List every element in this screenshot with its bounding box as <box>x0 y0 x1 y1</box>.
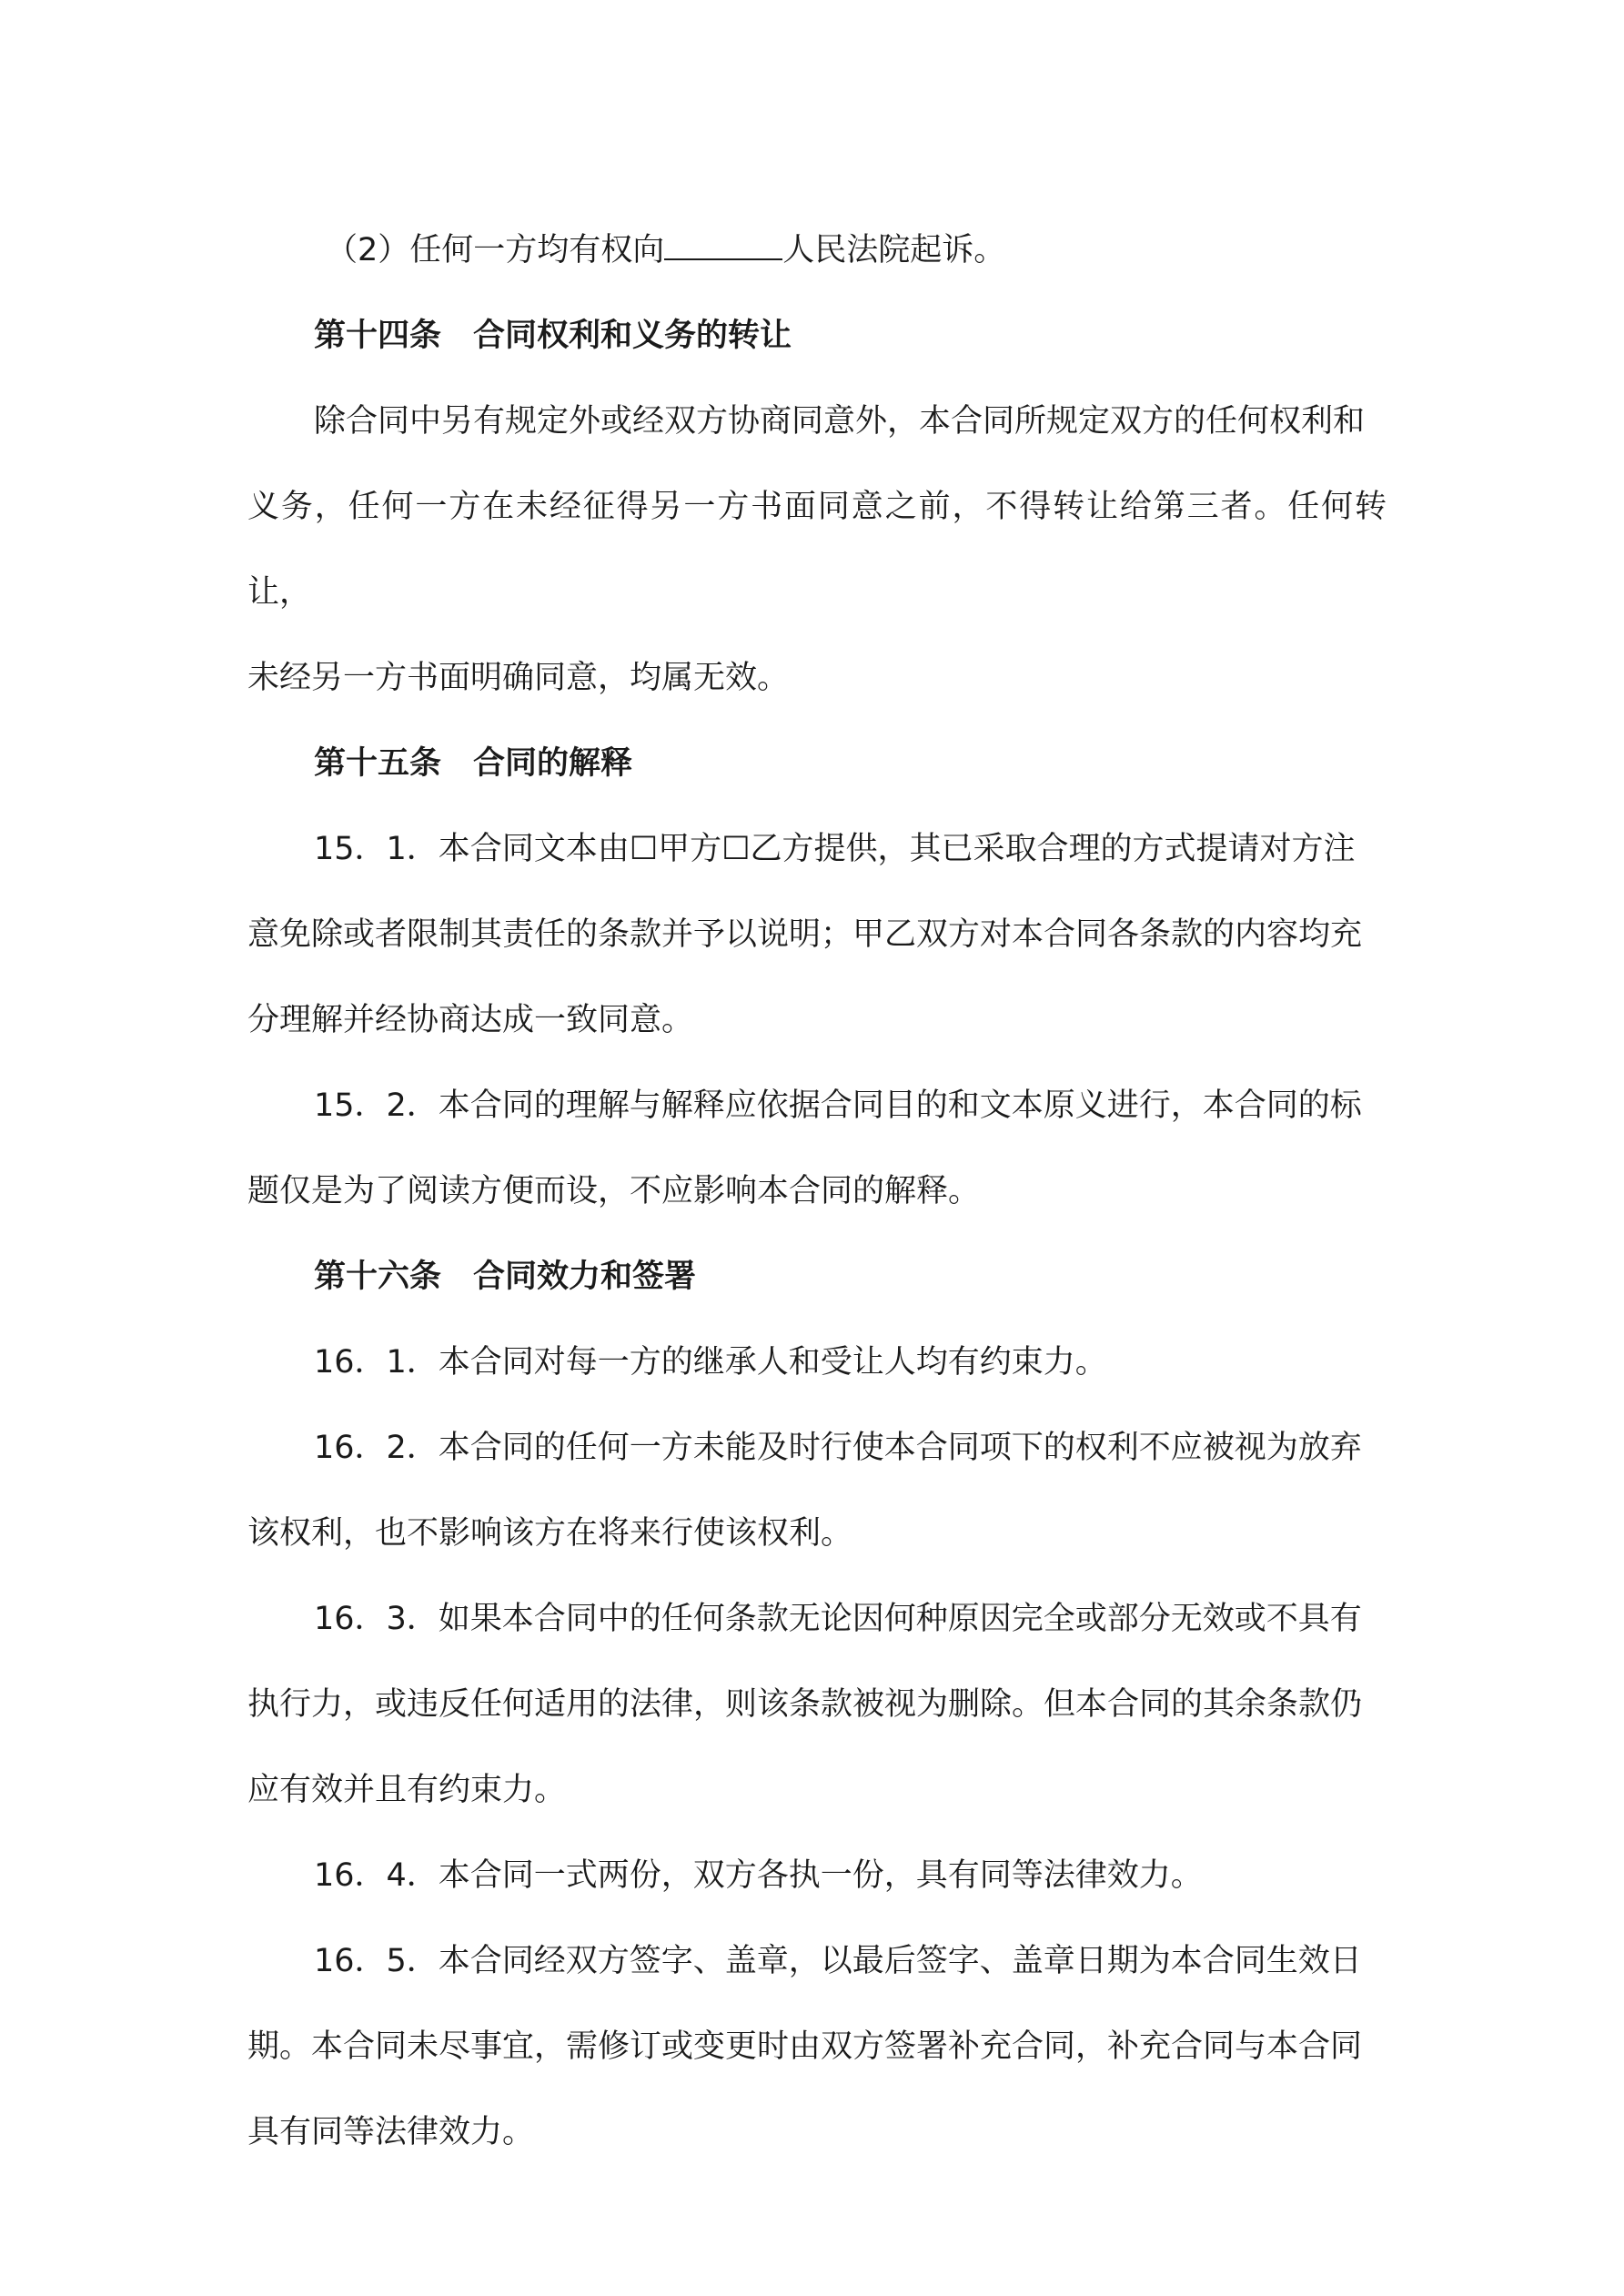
clause-16-5-line: 16．5．本合同经双方签字、盖章，以最后签字、盖章日期为本合同生效日 <box>314 1943 1362 1979</box>
article-15-title: 合同的解释 <box>473 745 633 782</box>
clause-16-4 <box>247 1833 1387 1918</box>
clause-16-2-line: 16．2．本合同的任何一方未能及时行使本合同项下的权利不应被视为放弃 <box>314 1430 1362 1466</box>
clause-item-2-suffix: 人民法院起诉。 <box>782 232 1006 268</box>
document-page <box>247 207 1387 2175</box>
clause-16-3-line: 16．3．如果本合同中的任何条款无论因何种原因完全或部分无效或不具有 <box>314 1601 1362 1637</box>
clause-16-1-line: 16．1．本合同对每一方的继承人和受让人均有约束力。 <box>314 1344 1107 1381</box>
article-14-heading <box>247 293 1387 379</box>
article-14-line: 除合同中另有规定外或经双方协商同意外，本合同所规定双方的任何权利和 <box>314 403 1366 440</box>
article-14-body <box>247 379 1387 721</box>
article-16-title: 合同效力和签署 <box>473 1259 697 1295</box>
clause-16-4-line: 16．4．本合同一式两份，双方各执一份，具有同等法律效力。 <box>314 1857 1203 1894</box>
article-14-line: 义务，任何一方在未经征得另一方书面同意之前，不得转让给第三者。任何转让， <box>247 489 1387 611</box>
clause-16-3-line: 执行力，或违反任何适用的法律，则该条款被视为删除。但本合同的其余条款仍 <box>247 1686 1363 1723</box>
article-16-number: 第十六条 <box>314 1259 442 1295</box>
clause-16-3 <box>247 1576 1387 1833</box>
clause-16-2 <box>247 1405 1387 1576</box>
court-blank-field <box>664 228 782 260</box>
article-14-number: 第十四条 <box>314 318 442 354</box>
clause-16-5-line: 具有同等法律效力。 <box>247 2114 535 2150</box>
article-16-heading <box>247 1234 1387 1320</box>
article-14-line: 未经另一方书面明确同意，均属无效。 <box>247 660 790 696</box>
clause-15-2 <box>247 1063 1387 1234</box>
clause-16-2-line: 该权利，也不影响该方在将来行使该权利。 <box>247 1515 853 1552</box>
clause-15-1-line: 15．1．本合同文本由☐甲方☐乙方提供，其已采取合理的方式提请对方注 <box>314 831 1356 867</box>
article-14-title: 合同权利和义务的转让 <box>473 318 792 354</box>
article-15-heading <box>247 721 1387 806</box>
clause-item-2 <box>247 207 1387 293</box>
clause-15-1-line: 分理解并经协商达成一致同意。 <box>247 1002 694 1038</box>
clause-16-3-line: 应有效并且有约束力。 <box>247 1772 567 1808</box>
clause-15-2-line: 题仅是为了阅读方便而设，不应影响本合同的解释。 <box>247 1173 981 1209</box>
clause-16-5-line: 期。本合同未尽事宜，需修订或变更时由双方签署补充合同，补充合同与本合同 <box>247 2028 1363 2065</box>
clause-15-1 <box>247 806 1387 1063</box>
clause-item-2-prefix: （2）任何一方均有权向 <box>326 232 665 268</box>
clause-16-1 <box>247 1320 1387 1405</box>
clause-15-1-line: 意免除或者限制其责任的条款并予以说明；甲乙双方对本合同各条款的内容均充 <box>247 916 1363 953</box>
clause-16-5 <box>247 1918 1387 2175</box>
clause-15-2-line: 15．2．本合同的理解与解释应依据合同目的和文本原义进行，本合同的标 <box>314 1087 1362 1124</box>
article-15-number: 第十五条 <box>314 745 442 782</box>
